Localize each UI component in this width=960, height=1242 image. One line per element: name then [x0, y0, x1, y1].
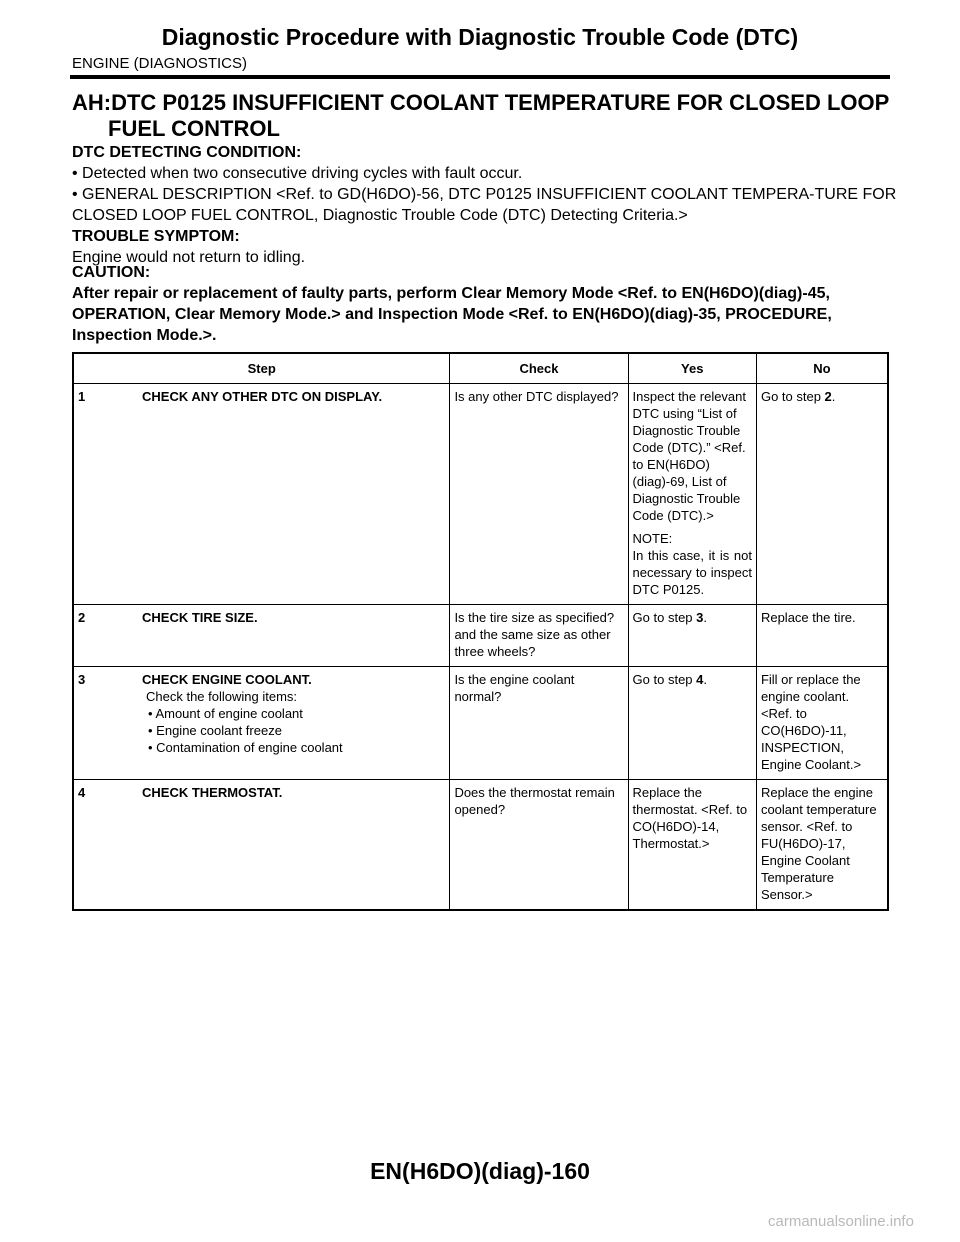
step-title: CHECK TIRE SIZE. [142, 610, 258, 625]
symptom-text: Engine would not return to idling. [72, 249, 306, 266]
step-cell [73, 384, 450, 605]
note-block [633, 530, 752, 598]
page-number: EN(H6DO)(diag)-160 [370, 1158, 590, 1184]
yes-prefix: Go to step [632, 672, 697, 687]
table-header-row [73, 353, 888, 384]
yes-suffix: . [703, 610, 707, 625]
step-number: 4 [78, 785, 86, 800]
step-title: CHECK ANY OTHER DTC ON DISPLAY. [142, 389, 383, 404]
table-row [73, 667, 888, 780]
step-detail: Check the following items: [146, 689, 298, 704]
check-cell: Is any other DTC displayed? [450, 384, 628, 605]
detecting-bullet-2[interactable]: • GENERAL DESCRIPTION <Ref. to GD(H6DO)-56, DTC P0125 INSUFFICIENT COOLANT TEMPERA-TURE FOR CLOSED LOOP FUEL CONTROL, Diagnostic Trouble Code (DTC) Detecting Criteria.> [72, 184, 902, 226]
yes-suffix: . [703, 672, 707, 687]
yes-step-link[interactable]: 3 [696, 610, 704, 625]
step-item: • Amount of engine coolant [78, 705, 445, 722]
caution-block [72, 262, 902, 346]
diagnostic-steps-table [72, 352, 889, 911]
yes-cell [628, 384, 756, 605]
no-cell [756, 384, 888, 605]
header-divider [70, 75, 890, 79]
step-cell [73, 605, 450, 667]
header-yes: Yes [628, 353, 756, 384]
header-step: Step [73, 353, 450, 384]
no-suffix: . [831, 389, 836, 404]
table-row [73, 780, 888, 911]
step-number: 3 [78, 672, 86, 687]
detecting-bullet-1: • Detected when two consecutive driving cycles with fault occur. [72, 163, 902, 184]
step-cell [73, 667, 450, 780]
table-row [73, 605, 888, 667]
no-cell: Replace the tire. [756, 605, 888, 667]
yes-cell [628, 605, 756, 667]
table-row [73, 384, 888, 605]
caution-text[interactable]: After repair or replacement of faulty parts, perform Clear Memory Mode <Ref. to EN(H6DO)(diag)-45, OPERATION, Clear Memory Mode.> and Inspection Mode <Ref. to EN(H6DO)(diag)-35, PROCEDURE, Inspection Mode.>. [72, 285, 832, 344]
step-item: • Contamination of engine coolant [78, 739, 445, 756]
check-cell: Does the thermostat remain opened? [450, 780, 628, 911]
caution-heading: CAUTION: [72, 264, 151, 281]
step-number: 2 [78, 610, 86, 625]
check-cell: Is the engine coolant normal? [450, 667, 628, 780]
step-number: 1 [78, 389, 86, 404]
note-label: NOTE: [632, 531, 673, 546]
step-title: CHECK THERMOSTAT. [142, 785, 283, 800]
no-cell[interactable]: Fill or replace the engine coolant. <Ref. to CO(H6DO)-11, INSPECTION, Engine Coolant.> [756, 667, 888, 780]
no-prefix: Go to step [760, 389, 825, 404]
step-title: CHECK ENGINE COOLANT. [142, 672, 312, 687]
no-cell[interactable]: Replace the engine coolant temperature sensor. <Ref. to FU(H6DO)-17, Engine Coolant Temperature Sensor.> [756, 780, 888, 911]
step-item: • Engine coolant freeze [78, 722, 445, 739]
yes-cell[interactable]: Replace the thermostat. <Ref. to CO(H6DO)-14, Thermostat.> [628, 780, 756, 911]
section-title-line2: FUEL CONTROL [108, 116, 280, 141]
step-cell [73, 780, 450, 911]
detecting-condition-block [72, 142, 902, 268]
detecting-heading: DTC DETECTING CONDITION: [72, 144, 302, 161]
section-title-line1: AH:DTC P0125 INSUFFICIENT COOLANT TEMPERATURE FOR CLOSED LOOP [72, 90, 890, 115]
header-check: Check [450, 353, 628, 384]
yes-cell [628, 667, 756, 780]
section-title [72, 90, 902, 142]
yes-text[interactable]: Inspect the relevant DTC using “List of Diagnostic Trouble Code (DTC).” <Ref. to EN(H6DO)(diag)-69, List of Diagnostic Trouble Code (DTC).> [632, 389, 747, 523]
no-step-link[interactable]: 2 [824, 389, 832, 404]
symptom-heading: TROUBLE SYMPTOM: [72, 228, 240, 245]
yes-prefix: Go to step [632, 610, 697, 625]
page-header-subtitle: ENGINE (DIAGNOSTICS) [72, 55, 248, 72]
note-text: In this case, it is not necessary to inspect DTC P0125. [632, 548, 752, 597]
page-header-title: Diagnostic Procedure with Diagnostic Trouble Code (DTC) [161, 24, 799, 50]
yes-step-link[interactable]: 4 [696, 672, 704, 687]
header-no: No [756, 353, 888, 384]
watermark: carmanualsonline.info [768, 1213, 914, 1230]
check-cell: Is the tire size as specified? and the same size as other three wheels? [450, 605, 628, 667]
